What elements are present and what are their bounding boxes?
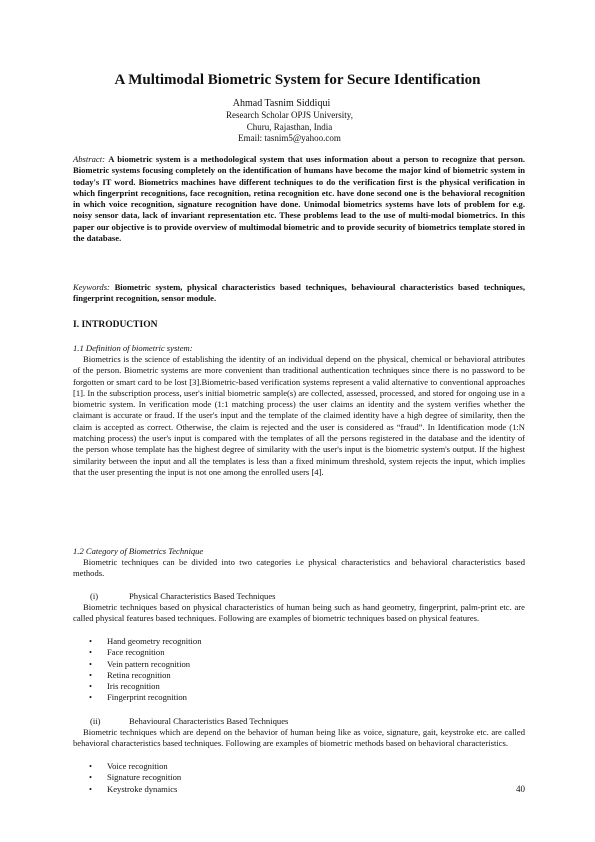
physical-techniques-number: (i) xyxy=(90,591,99,601)
section-heading-introduction: I. INTRODUCTION xyxy=(73,320,158,330)
bullet-icon: • xyxy=(89,681,93,692)
bullet-icon: • xyxy=(89,761,93,771)
page-number: 40 xyxy=(516,784,525,794)
list-item: • Fingerprint recognition xyxy=(89,692,187,703)
abstract-label: Abstract: xyxy=(73,154,105,164)
category-paragraph: Biometric techniques can be divided into two categories i.e physical characteristics and behavioral characteristics based methods. xyxy=(73,557,525,579)
list-item: • Retina recognition xyxy=(89,669,171,680)
list-item: • Iris recognition xyxy=(89,681,160,692)
bullet-icon: • xyxy=(89,658,93,669)
bullet-icon: • xyxy=(89,669,93,680)
physical-techniques-list xyxy=(73,636,541,704)
physical-techniques-heading xyxy=(73,591,542,602)
list-item: • Keystroke dynamics xyxy=(89,783,178,794)
behavioural-techniques-heading xyxy=(73,716,542,727)
author-email: Email: tasnim5@yahoo.com xyxy=(238,133,341,143)
subsection-heading-category: 1.2 Category of Biometrics Technique xyxy=(73,546,204,556)
author-location: Churu, Rajasthan, India xyxy=(246,121,333,132)
list-item: • Vein pattern recognition xyxy=(89,658,191,669)
paper-title: A Multimodal Biometric System for Secure Identification xyxy=(114,72,481,88)
bullet-icon: • xyxy=(89,783,93,794)
list-item: • Hand geometry recognition xyxy=(89,636,202,646)
author-block xyxy=(0,97,595,145)
behavioural-techniques-list xyxy=(73,761,541,795)
definition-paragraph: Biometrics is the science of establishing the identity of an individual depend on the physical, chemical or behavioral attributes of the person. Biometric systems are more convenient than traditional authentication techniques since there is no password to be forgotten or smart card to be lost [3].Biometric-based verification systems represent a valid alternative to conventional approaches [1]. In the subscription process, user's initial biometric sample(s) are collected, assessed, processed, and stored for ongoing use in a biometric system. In verification mode (1:1 matching process) the user claims an identity and the system verifies whether the claimant is accurate or fraud. If the user's input and the template of the claimed identity have a high degree of similarity, then the claim is accepted as correct. Otherwise, the claim is rejected and the user is considered as “fraud”. In Identification mode (1:N matching process) the user's input is compared with the templates of all the persons registered in the database and the identity of the person whose template has the highest degree of similarity with the user's input is the biometric system's output. If the highest similarity between the input and all the templates is less than a fixed minimum threshold, system rejects the input, which implies that the user presenting the input is not one among the enrolled users [4]. xyxy=(73,354,525,477)
bullet-icon: • xyxy=(89,636,93,646)
bullet-icon: • xyxy=(89,772,93,783)
subsection-heading-definition: 1.1 Definition of biometric system: xyxy=(73,343,193,353)
bullet-icon: • xyxy=(89,692,93,703)
abstract-text: A biometric system is a methodological system that uses information about a person to recognize that person. Biometric systems focusing completely on the identification of humans have become the major kind of biometric system in today's IT word. Biometrics machines have different techniques to do the verification first is the physical verification in which fingerprint recognitions, face recognition, retina recognition etc. have done second one is the behavioral recognition in which voice recognition, signature recognition have done. Unimodal biometrics systems have lots of problem for e.g. noisy sensor data, lack of invariant representation etc. These problems lead to the use of multi-modal biometrics. In this paper our objective is to provide overview of multimodal biometric and to provide security of biometrics template stored in the database. xyxy=(73,154,525,244)
behavioural-techniques-number: (ii) xyxy=(90,716,101,726)
keywords-text: Biometric system, physical characteristics based techniques, behavioural characteristics based techniques, fingerprint recognition, sensor module. xyxy=(73,282,525,304)
behavioural-techniques-paragraph: Biometric techniques which are depend on the behavior of human being like as voice, signature, gait, keystroke etc. are called behavioral characteristics based techniques. Following are examples of biometric methods based on behavioral characteristics. xyxy=(73,727,525,749)
keywords-label: Keywords: xyxy=(73,282,110,292)
physical-techniques-paragraph: Biometric techniques based on physical characteristics of human being such as hand geometry, fingerprint, palm-print etc. are called physical features based techniques. Following are examples of biometric techniques based on physical features. xyxy=(73,602,525,624)
physical-techniques-title: Physical Characteristics Based Techniques xyxy=(129,591,276,601)
bullet-icon: • xyxy=(89,647,93,658)
abstract xyxy=(73,154,525,244)
list-item: • Voice recognition xyxy=(89,761,168,771)
author-name: Ahmad Tasnim Siddiqui xyxy=(232,98,331,109)
list-item: • Face recognition xyxy=(89,647,165,658)
behavioural-techniques-title: Behavioural Characteristics Based Techniques xyxy=(129,716,289,726)
keywords xyxy=(73,282,525,305)
author-affiliation: Research Scholar OPJS University, xyxy=(226,110,353,120)
list-item: • Signature recognition xyxy=(89,772,182,783)
